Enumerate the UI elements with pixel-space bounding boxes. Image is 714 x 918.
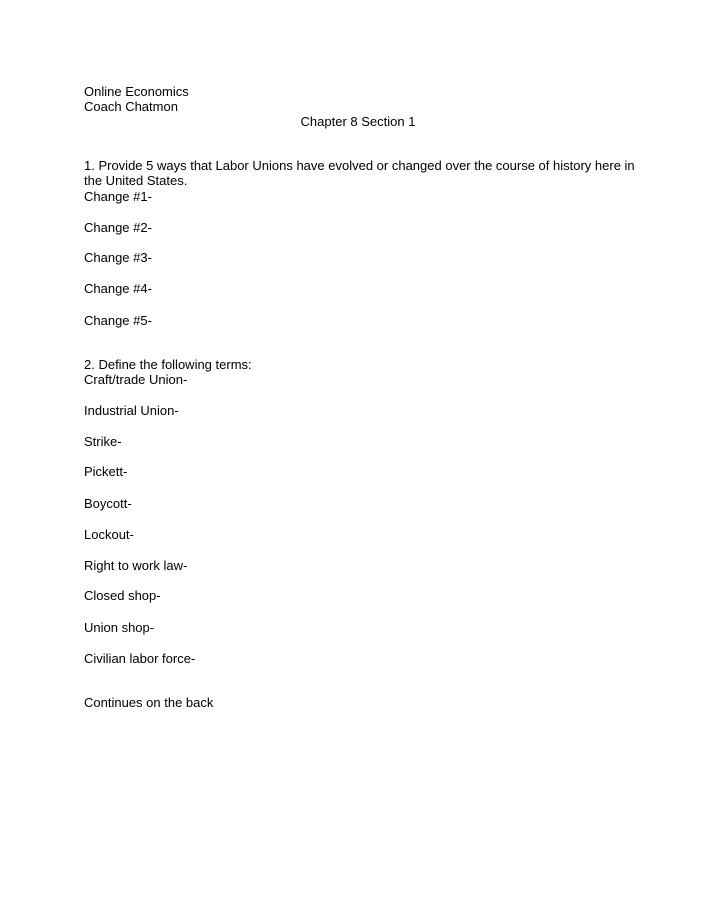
page-title: Chapter 8 Section 1 (300, 114, 416, 129)
term-union-shop: Union shop- (84, 620, 155, 635)
question-1-prompt: 1. Provide 5 ways that Labor Unions have evolved or changed over the course of history here in the United States. (84, 158, 635, 188)
term-industrial-union: Industrial Union- (84, 403, 179, 418)
term-strike: Strike- (84, 434, 122, 449)
term-civilian-labor-force: Civilian labor force- (84, 651, 196, 666)
question-2-prompt: 2. Define the following terms: (84, 357, 252, 372)
term-craft-trade-union: Craft/trade Union- (84, 372, 188, 387)
change-item-1: Change #1- (84, 189, 152, 204)
teacher-name: Coach Chatmon (84, 99, 178, 114)
change-item-3: Change #3- (84, 250, 152, 265)
continues-note: Continues on the back (84, 695, 214, 710)
course-name: Online Economics (84, 84, 189, 99)
change-item-5: Change #5- (84, 313, 152, 328)
term-lockout: Lockout- (84, 527, 134, 542)
term-closed-shop: Closed shop- (84, 588, 161, 603)
term-boycott: Boycott- (84, 496, 132, 511)
term-right-to-work-law: Right to work law- (84, 558, 188, 573)
change-item-2: Change #2- (84, 220, 152, 235)
term-pickett: Pickett- (84, 464, 128, 479)
change-item-4: Change #4- (84, 281, 152, 296)
